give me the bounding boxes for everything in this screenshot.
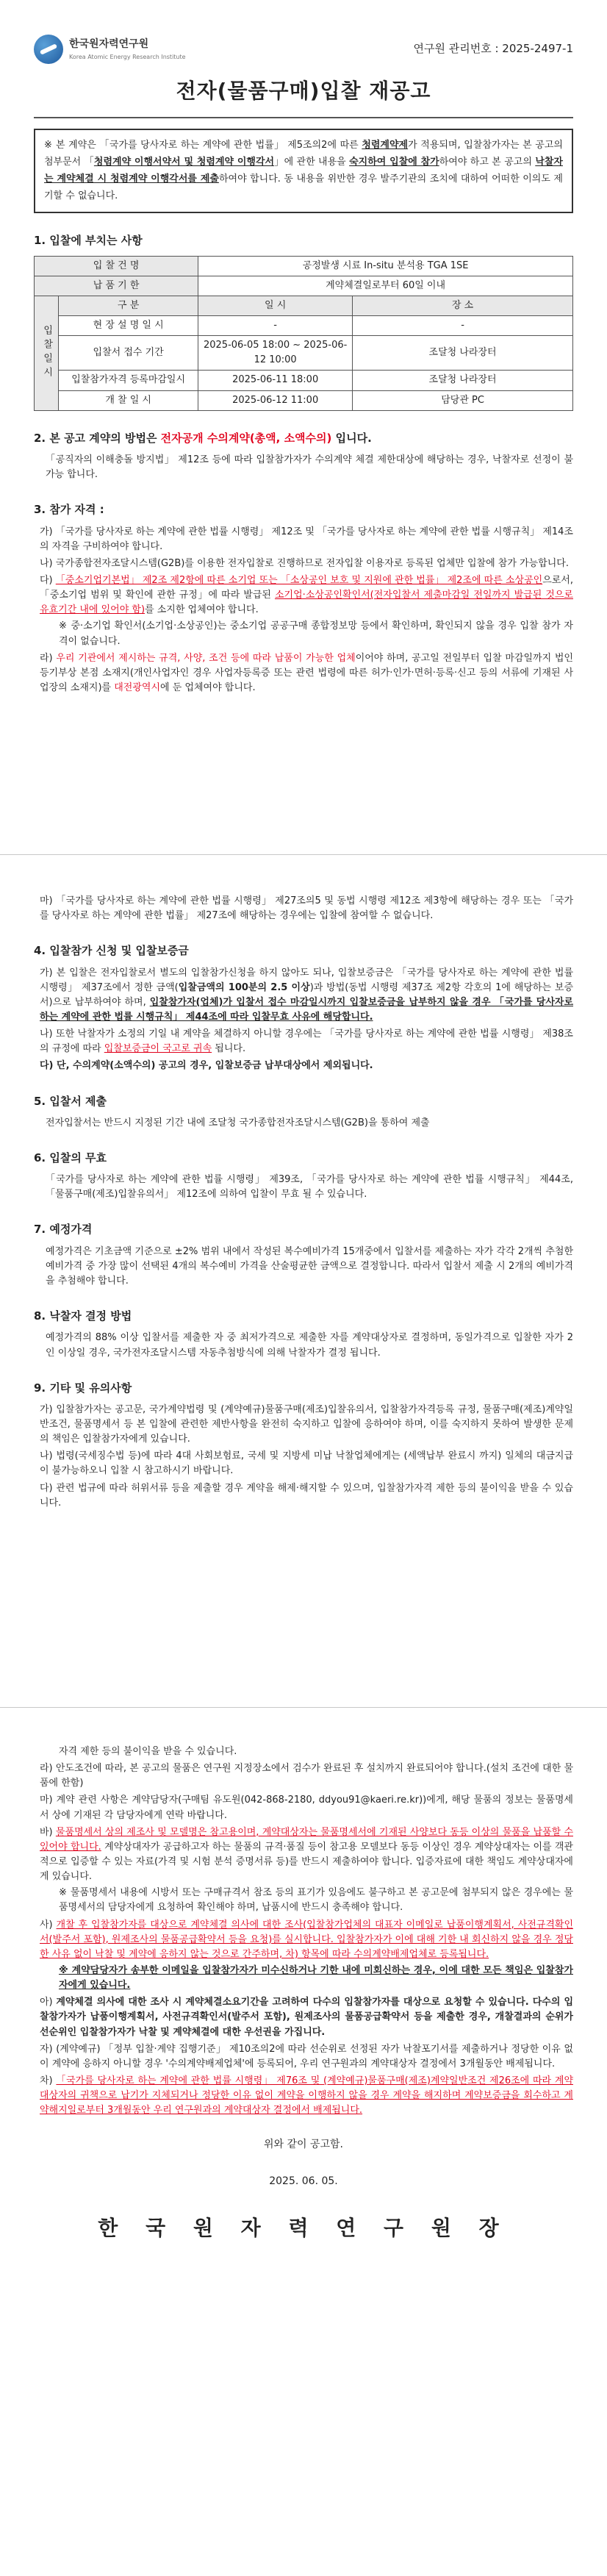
- signer: 한 국 원 자 력 연 구 원 장: [98, 2215, 509, 2240]
- list-item: 다) 「중소기업기본법」 제2조 제2항에 따른 소기업 또는 「소상공인 보호 및 지원에 관한 법률」 제2조에 따른 소상공인으로서, 「중소기업 범위 및 확인에 관한 규정」에 따라 발급된 소기업·소상공인확인서(전자입찰서 제출마감일 전일까지 발급된 것으로 유효기간 내에 있어야 함)를 소지한 업체여야 합니다.: [40, 574, 573, 616]
- list-item: 라) 안도조건에 따라, 본 공고의 물품은 연구원 지정장소에서 검수가 완료된 후 설치까지 완료되어야 합니다.(설치 조건에 대한 물품에 한함): [40, 1763, 573, 1789]
- table-row: 입찰참가자격 등록마감일시 2025-06-11 18:00 조달청 나라장터: [35, 371, 573, 390]
- section-8-title: 8. 낙찰자 결정 방법: [34, 1309, 132, 1323]
- section-9-title: 9. 기타 및 유의사항: [34, 1381, 132, 1395]
- list-item: 나) 또한 낙찰자가 소정의 기일 내 계약을 체결하지 아니할 경우에는 「국가를 당사자로 하는 계약에 관한 법률 시행령」 제38조의 규정에 따라 입찰보증금이 국고로 귀속 됩니다.: [40, 1028, 573, 1055]
- deadline-label: 납 품 기 한: [35, 276, 198, 296]
- list-item-continued: 자격 제한 등의 불이익을 받을 수 있습니다.: [59, 1746, 237, 1757]
- list-item: 다) 단, 수의계약(소액수의) 공고의 경우, 입찰보증금 납부대상에서 제외됩니다.: [40, 1060, 373, 1072]
- list-item: 나) 법령(국세징수법 등)에 따라 4대 사회보험료, 국세 및 지방세 미납 낙찰업체에게는 (세액납부 완료시 까지) 일체의 대금지급이 불가능하오니 입찰 시 참고하시기 바랍니다.: [40, 1450, 573, 1477]
- list-item-note: ※ 중·소기업 확인서(소기업·소상공인)는 중소기업 공공구매 종합정보망 등에서 확인하며, 확인되지 않을 경우 입찰 참가 자격이 없습니다.: [59, 620, 573, 647]
- list-item: 아) 계약체결 의사에 대한 조사 시 계약체결소요기간을 고려하여 다수의 입찰참가자를 대상으로 요청할 수 있습니다. 다수의 입찰참가자가 납품이행계획서, 사전규격확인서(발주서 포함), 원제조사의 물품공급확약서 등을 제출한 경우, 개찰결과의 순위가 선순위인 입찰참가자가 낙찰 및 계약체결에 대한 우선권을 가집니다.: [40, 1997, 574, 2038]
- section-7-title: 7. 예정가격: [34, 1223, 93, 1237]
- deadline-value: 계약체결일로부터 60일 이내: [198, 276, 573, 296]
- list-item: 다) 관련 법규에 따라 허위서류 등을 제출할 경우 계약을 해제·해지할 수 있으며, 입찰참가자격 제한 등의 불이익을 받을 수 있습니다.: [40, 1482, 573, 1509]
- table-row: [35, 296, 573, 315]
- section-2-title: 2. 본 공고 계약의 방법은 전자공개 수의계약(총액, 소액수의) 입니다.: [34, 431, 372, 445]
- bid-name-label: 입 찰 건 명: [35, 256, 198, 276]
- management-number: 연구원 관리번호 : 2025-2497-1: [413, 42, 573, 56]
- schedule-label: 입찰일시: [35, 296, 59, 410]
- table-row: 현 장 설 명 일 시 - -: [35, 316, 573, 336]
- list-item-note: ※ 물품명세서 내용에 시방서 또는 구매규격서 참조 등의 표기가 있음에도 불구하고 본 공고문에 첨부되지 않은 경우에는 물품명세서의 담당자에게 요청하여 확인해야 하며, 납품시에 반드시 충족해야 합니다.: [59, 1887, 573, 1914]
- page-title: 전자(물품구매)입찰 재공고: [34, 75, 573, 118]
- section-1-title: 1. 입찰에 부치는 사항: [34, 234, 143, 248]
- list-item: 가) 「국가를 당사자로 하는 계약에 관한 법률 시행령」 제12조 및 「국가를 당사자로 하는 계약에 관한 법률 시행규칙」 제14조의 자격을 구비하여야 합니다.: [40, 526, 573, 552]
- list-item: 마) 「국가를 당사자로 하는 계약에 관한 법률 시행령」 제27조의5 및 동법 시행령 제12조 제3항에 해당하는 경우 또는 「국가를 당사자로 하는 계약에 관한 법률」 제27조에 해당하는 경우에는 입찰에 참여할 수 없습니다.: [40, 895, 573, 922]
- table-row: 개 찰 일 시 2025-06-12 11:00 담당관 PC: [35, 390, 573, 410]
- list-item: 가) 본 입찰은 전자입찰로서 별도의 입찰참가신청을 하지 않아도 되나, 입찰보증금은 「국가를 당사자로 하는 계약에 관한 법률 시행령」 제37조에서 정한 금액(입찰금액의 100분의 2.5 이상)과 방법(동법 시행령 제37조 제2항 각호의 1에 해당하는 보증서)으로 납부하여야 하며, 입찰참가자(업체)가 입찰서 접수 마감일시까지 입찰보증금을 납부하지 않을 경우 「국가를 당사자로 하는 계약에 관한 법률 시행규칙」 제44조에 따라 입찰무효 사유에 해당합니다.: [40, 967, 574, 1023]
- table-row: [35, 276, 573, 296]
- section-3-title: 3. 참가 자격 :: [34, 503, 104, 517]
- list-item: 차) 「국가를 당사자로 하는 계약에 관한 법률 시행령」 제76조 및 (계약예규)물품구매(제조)계약일반조건 제26조에 따라 계약대상자의 귀책으로 납기가 지체되거나 정당한 이유 없이 계약을 이행하지 않을 경우 계약을 해지하며 계약보증금을 회수하고 계약해지일로부터 3개월동안 우리 연구원과의 계약대상자 결정에서 배제됩니다.: [40, 2075, 573, 2117]
- section-6-body: 「국가를 당사자로 하는 계약에 관한 법률 시행령」 제39조, 「국가를 당사자로 하는 계약에 관한 법률 시행규칙」 제44조, 「물품구매(제조)입찰유의서」 제12조에 의하여 입찰이 무효 될 수 있습니다.: [46, 1174, 573, 1201]
- col-header-item: 구 분: [59, 296, 198, 315]
- list-item: 바) 물품명세서 상의 제조사 및 모델명은 참고용이며, 계약대상자는 물품명세서에 기재된 사양보다 동등 이상의 물품을 납품할 수 있어야 합니다. 계약상대자가 공급하고자 하는 물품의 규격·품질 등이 참고용 모델보다 동등 이상인 경우 계약상대자는 이를 객관적으로 입증할 수 있는 자료(가격 및 시험 분석 증명서류 등)를 반드시 제출하여야 합니다. 입증자료에 대한 책임도 계약상대자에게 있습니다.: [40, 1826, 573, 1883]
- bid-name-value: 공정발생 시료 In-situ 분석용 TGA 1SE: [198, 256, 573, 276]
- bid-info-table: [34, 256, 573, 411]
- org-name: 한국원자력연구원: [69, 37, 149, 50]
- section-6-title: 6. 입찰의 무효: [34, 1151, 107, 1164]
- list-item: 나) 국가종합전자조달시스템(G2B)를 이용한 전자입찰로 진행하므로 전자입찰 이용자로 등록된 업체만 입찰에 참가 가능합니다.: [40, 557, 569, 569]
- org-logo: [34, 35, 186, 64]
- col-header-place: 장 소: [353, 296, 573, 315]
- kaeri-logo-icon: [34, 35, 63, 64]
- list-item: 사) 개찰 후 입찰참가자를 대상으로 계약체결 의사에 대한 조사(입찰참가업체의 대표자 이메일로 납품이행계획서, 사전규격확인서(발주서 포함), 원제조사의 물품공급확약서 등을 요청)를 실시합니다. 입찰참가자가 이에 대해 기한 내 회신하지 않을 경우 정당한 사유 없이 낙찰 및 계약에 응하지 않는 것으로 간주하며, 차) 항목에 따라 수의계약배제업체로 등록됩니다.: [40, 1919, 573, 1960]
- list-item: 자) (계약예규) 「정부 입찰·계약 집행기준」 제10조의2에 따라 선순위로 선정된 자가 낙찰포기서를 제출하거나 정당한 이유 없이 계약에 응하지 아니할 경우 '수의계약배제업체'에 등록되어, 우리 연구원과의 계약대상자 결정에서 3개월동안 배제됩니다.: [40, 2043, 573, 2069]
- list-item: 가) 입찰참가자는 공고문, 국가계약법령 및 (계약예규)물품구매(제조)입찰유의서, 입찰참가자격등록 규정, 물품구매(제조)계약일반조건, 물품명세서 등 본 입찰에 관련한 제반사항을 완전히 숙지하고 입찰에 응하여야 하며, 이를 숙지하지 못하여 발생한 문제의 책임은 입찰참가자에게 있습니다.: [40, 1403, 573, 1445]
- document-header: [34, 29, 573, 69]
- table-row: 입찰서 접수 기간 2025-06-05 18:00 ~ 2025-06-12 10:00 조달청 나라장터: [35, 336, 573, 371]
- closing-text: 위와 같이 공고함.: [263, 2139, 344, 2151]
- list-item-note: ※ 계약담당자가 송부한 이메일을 입찰참가자가 미수신하거나 기한 내에 미회신하는 경우, 이에 대한 모든 책임은 입찰참가자에게 있습니다.: [59, 1964, 573, 1992]
- integrity-notice: ※ 본 계약은 「국가를 당사자로 하는 계약에 관한 법률」 제5조의2에 따른 청렴계약제가 적용되며, 입찰참가자는 본 공고의 첨부문서 「청렴계약 이행서약서 및 청렴계약 이행각서」에 관한 내용을 숙지하여 입찰에 참가하여야 하고 본 공고의 낙찰자는 계약체결 시 청렴계약 이행각서를 제출하여야 합니다. 동 내용을 위반한 경우 발주기관의 조치에 대하여 어떠한 이의도 제기할 수 없습니다.: [34, 129, 573, 213]
- org-name-en: Korea Atomic Energy Research Institute: [69, 53, 186, 60]
- page-1: [0, 0, 607, 854]
- table-row: [35, 256, 573, 276]
- section-2-desc: 「공직자의 이해충돌 방지법」 제12조 등에 따라 입찰참가자가 수의계약 체결 제한대상에 해당하는 경우, 낙찰자로 선정이 불가능 합니다.: [46, 454, 573, 481]
- section-4-title: 4. 입찰참가 신청 및 입찰보증금: [34, 944, 189, 958]
- section-8-body: 예정가격의 88% 이상 입찰서를 제출한 자 중 최저가격으로 제출한 자를 계약대상자로 결정하며, 동일가격으로 입찰한 자가 2인 이상일 경우, 국가전자조달시스템 자동추첨방식에 의해 낙찰자가 결정 됩니다.: [46, 1332, 573, 1359]
- page-2: [0, 854, 607, 1707]
- announcement-date: 2025. 06. 05.: [269, 2175, 338, 2188]
- section-5-body: 전자입찰서는 반드시 지정된 기간 내에 조달청 국가종합전자조달시스템(G2B)을 통하여 제출: [46, 1117, 430, 1128]
- col-header-date: 일 시: [198, 296, 353, 315]
- list-item: 라) 우리 기관에서 제시하는 규격, 사양, 조건 등에 따라 납품이 가능한 업체이어야 하며, 공고일 전일부터 입찰 마감일까지 법인등기부상 본점 소재지(개인사업자인 경우 사업자등록증 또는 관련 법령에 따른 허가·인가·면허·등록·신고 등의 서류에 기재된 사업장의 소재지)를 대전광역시에 둔 업체여야 합니다.: [40, 652, 573, 693]
- list-item: 마) 계약 관련 사항은 계약담당자(구매팀 유도원(042-868-2180, ddyou91@kaeri.re.kr))에게, 해당 물품의 정보는 물품명세서 상에 기재된 각 담당자에게 연락 바랍니다.: [40, 1795, 573, 1821]
- section-5-title: 5. 입찰서 제출: [34, 1094, 107, 1108]
- section-7-body: 예정가격은 기초금액 기준으로 ±2% 범위 내에서 작성된 복수예비가격 15개중에서 입찰서를 제출하는 자가 각각 2개씩 추첨한 예비가격 중 가장 많이 선택된 4개의 복수예비 가격을 산술평균한 금액으로 결정합니다. 따라서 입찰서 제출 시 2개의 예비가격을 추첨해야 합니다.: [46, 1245, 573, 1287]
- page-3: [0, 1707, 607, 2576]
